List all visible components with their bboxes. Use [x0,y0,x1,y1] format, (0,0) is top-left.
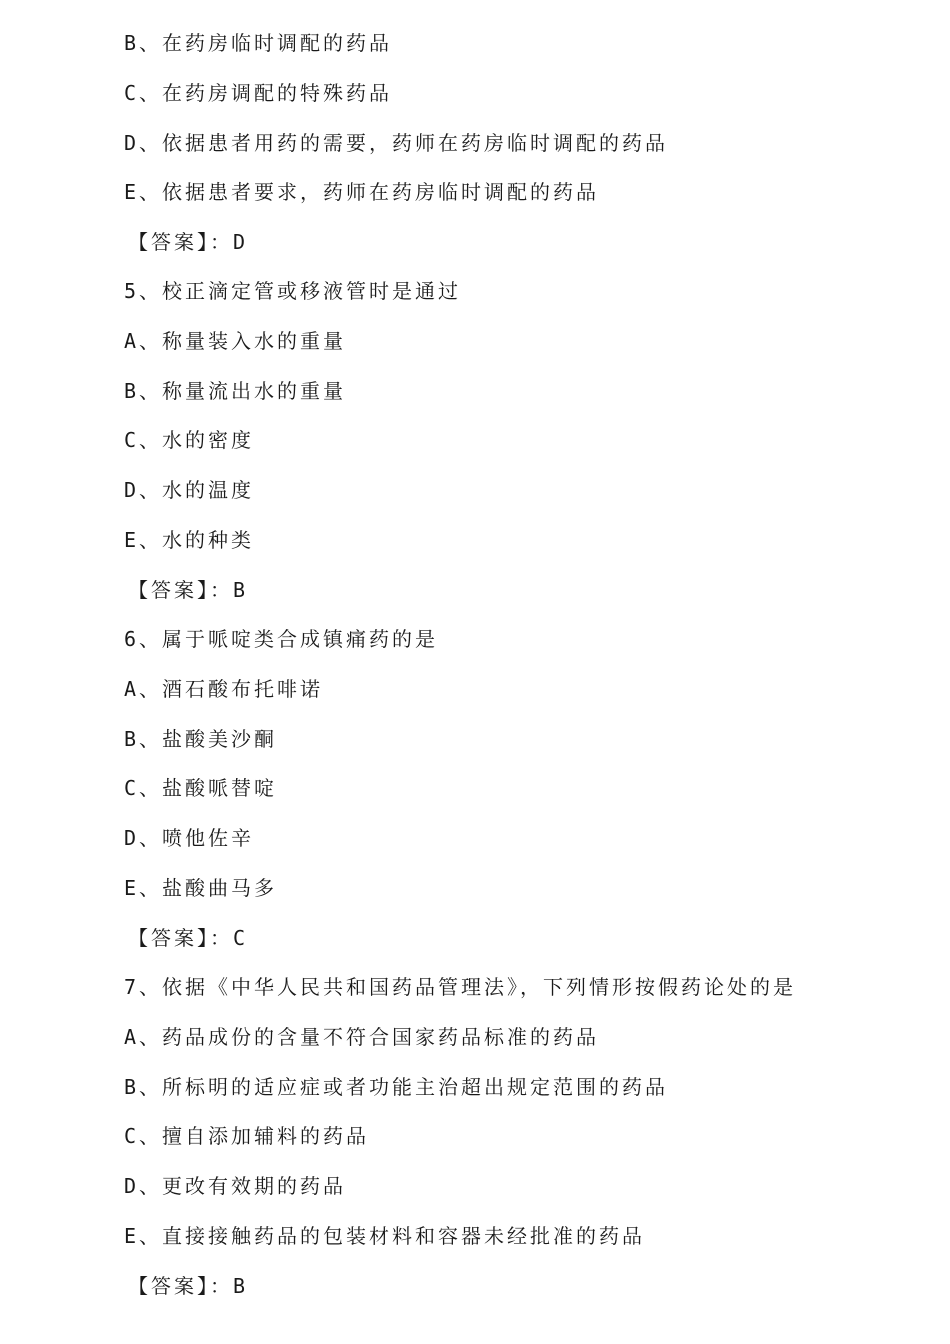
option-text: E、依据患者要求，药师在药房临时调配的药品 [124,180,600,204]
answer-text: 【答案】：B [128,1274,249,1298]
option-text: A、酒石酸布托啡诺 [124,677,324,701]
answer-text: 【答案】：C [128,926,249,950]
option-text: C、盐酸哌替啶 [124,776,278,800]
question-text: 5、校正滴定管或移液管时是通过 [124,279,462,303]
option-text: A、药品成份的含量不符合国家药品标准的药品 [124,1025,600,1049]
option-text: C、水的密度 [124,428,255,452]
option-text: A、称量装入水的重量 [124,329,347,353]
question-text: 7、依据《中华人民共和国药品管理法》，下列情形按假药论处的是 [124,975,797,999]
answer-text: 【答案】：B [128,578,249,602]
answer-text: 【答案】：D [128,230,249,254]
option-text: E、直接接触药品的包装材料和容器未经批准的药品 [124,1224,646,1248]
option-text: D、喷他佐辛 [124,826,255,850]
option-text: E、盐酸曲马多 [124,876,278,900]
option-text: C、擅自添加辅料的药品 [124,1124,370,1148]
option-text: B、所标明的适应症或者功能主治超出规定范围的药品 [124,1075,669,1099]
option-text: C、在药房调配的特殊药品 [124,81,393,105]
option-text: B、称量流出水的重量 [124,379,347,403]
option-text: D、依据患者用药的需要，药师在药房临时调配的药品 [124,131,669,155]
option-text: D、更改有效期的药品 [124,1174,347,1198]
option-text: E、水的种类 [124,528,255,552]
option-text: B、在药房临时调配的药品 [124,31,393,55]
option-text: B、盐酸美沙酮 [124,727,278,751]
question-text: 6、属于哌啶类合成镇痛药的是 [124,627,439,651]
option-text: D、水的温度 [124,478,255,502]
